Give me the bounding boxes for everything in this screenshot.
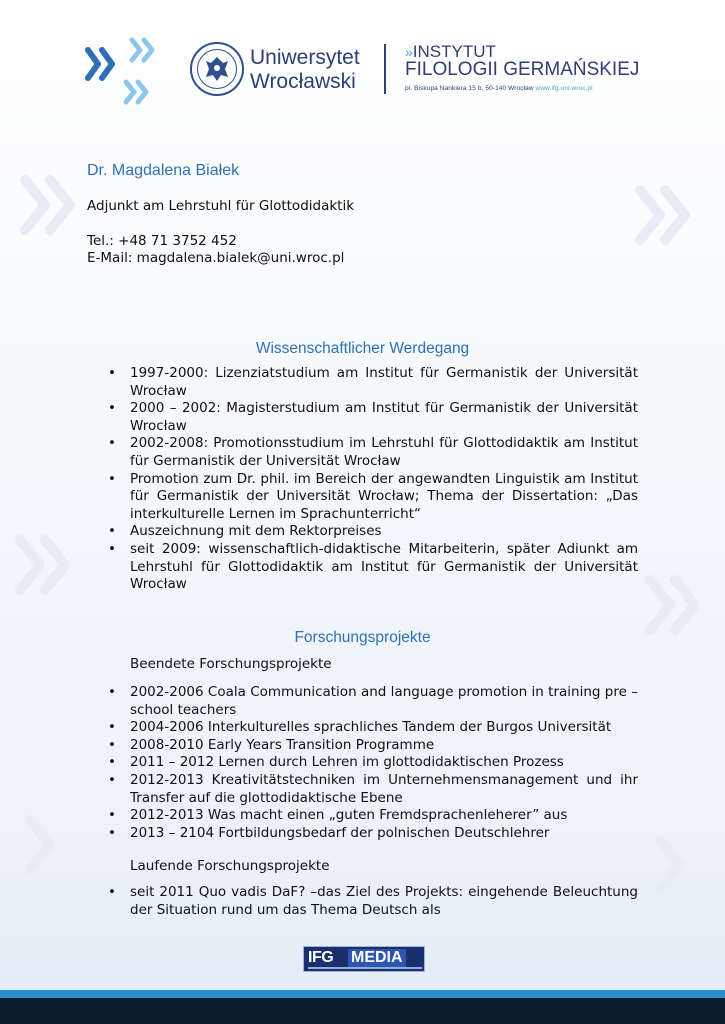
list-item: • 2012-2013 Kreativitätstechniken im Unternehmensmanagement und ihr Transfer auf die glottodidaktische Ebene bbox=[108, 772, 638, 807]
list-item: • Auszeichnung mit dem Rektorpreises bbox=[108, 523, 638, 541]
person-email[interactable]: E-Mail: magdalena.bialek@uni.wroc.pl bbox=[87, 250, 345, 266]
university-seal-icon bbox=[190, 42, 244, 96]
institute-address: pl. Biskupa Nankiera 15 b, 50-140 Wrocław www.ifg.uni.wroc.pl bbox=[405, 85, 593, 92]
list-item: • 2011 – 2012 Lernen durch Lehren im glottodidaktischen Prozess bbox=[108, 754, 638, 772]
chevron-right-icon: » bbox=[405, 44, 413, 60]
letterhead bbox=[0, 0, 725, 120]
finished-projects-list bbox=[108, 684, 638, 842]
person-position: Adjunkt am Lehrstuhl für Glottodidaktik bbox=[87, 198, 355, 214]
header-divider bbox=[384, 44, 386, 94]
ongoing-projects-list bbox=[108, 884, 638, 919]
list-item: • 2008-2010 Early Years Transition Programme bbox=[108, 737, 638, 755]
institute-chevrons-icon bbox=[82, 36, 162, 112]
list-item: • 2000 – 2002: Magisterstudium am Institut für Germanistik der Universität Wrocław bbox=[108, 400, 638, 435]
university-name: Uniwersytet Wrocławski bbox=[250, 46, 360, 93]
list-item: • 2012-2013 Was macht einen „guten Fremdsprachenleherer” aus bbox=[108, 807, 638, 825]
list-item: • seit 2009: wissenschaftlich-didaktische Mitarbeiterin, später Adiunkt am Lehrstuhl für Glottodidaktik am Institut für Germanistik der Universität Wrocław bbox=[108, 541, 638, 594]
institute-url[interactable]: www.ifg.uni.wroc.pl bbox=[535, 85, 593, 92]
list-item: • seit 2011 Quo vadis DaF? –das Ziel des Projekts: eingehende Beleuchtung der Situation rund um das Thema Deutsch als bbox=[108, 884, 638, 919]
projects-heading: Forschungsprojekte bbox=[294, 629, 431, 646]
list-item: • 2004-2006 Interkulturelles sprachliches Tandem der Burgos Universität bbox=[108, 719, 638, 737]
list-item: • 2013 – 2104 Fortbildungsbedarf der polnischen Deutschlehrer bbox=[108, 825, 638, 843]
career-heading: Wissenschaftlicher Werdegang bbox=[255, 340, 470, 357]
ongoing-projects-label: Laufende Forschungsprojekte bbox=[130, 858, 330, 874]
career-list bbox=[108, 365, 638, 594]
list-item: • Promotion zum Dr. phil. im Bereich der angewandten Linguistik am Institut für Germanistik der Universität Wrocław; Thema der Dissertation: „Das interkulturelle Lernen im Sprachunterricht“ bbox=[108, 471, 638, 524]
ifg-media-logo: IFG MEDIA bbox=[303, 946, 425, 972]
list-item: • 2002-2008: Promotionsstudium im Lehrstuhl für Glottodidaktik am Institut für Germanistik der Universität Wrocław bbox=[108, 435, 638, 470]
institute-name: »INSTYTUT FILOLOGII GERMAŃSKIEJ bbox=[405, 42, 640, 80]
footer-bar bbox=[0, 998, 725, 1024]
list-item: • 2002-2006 Coala Communication and language promotion in training pre – school teachers bbox=[108, 684, 638, 719]
person-name: Dr. Magdalena Białek bbox=[87, 162, 240, 179]
finished-projects-label: Beendete Forschungsprojekte bbox=[130, 656, 332, 672]
footer-stripe bbox=[0, 990, 725, 998]
person-phone: Tel.: +48 71 3752 452 bbox=[87, 233, 237, 249]
list-item: • 1997-2000: Lizenziatstudium am Institut für Germanistik der Universität Wrocław bbox=[108, 365, 638, 400]
